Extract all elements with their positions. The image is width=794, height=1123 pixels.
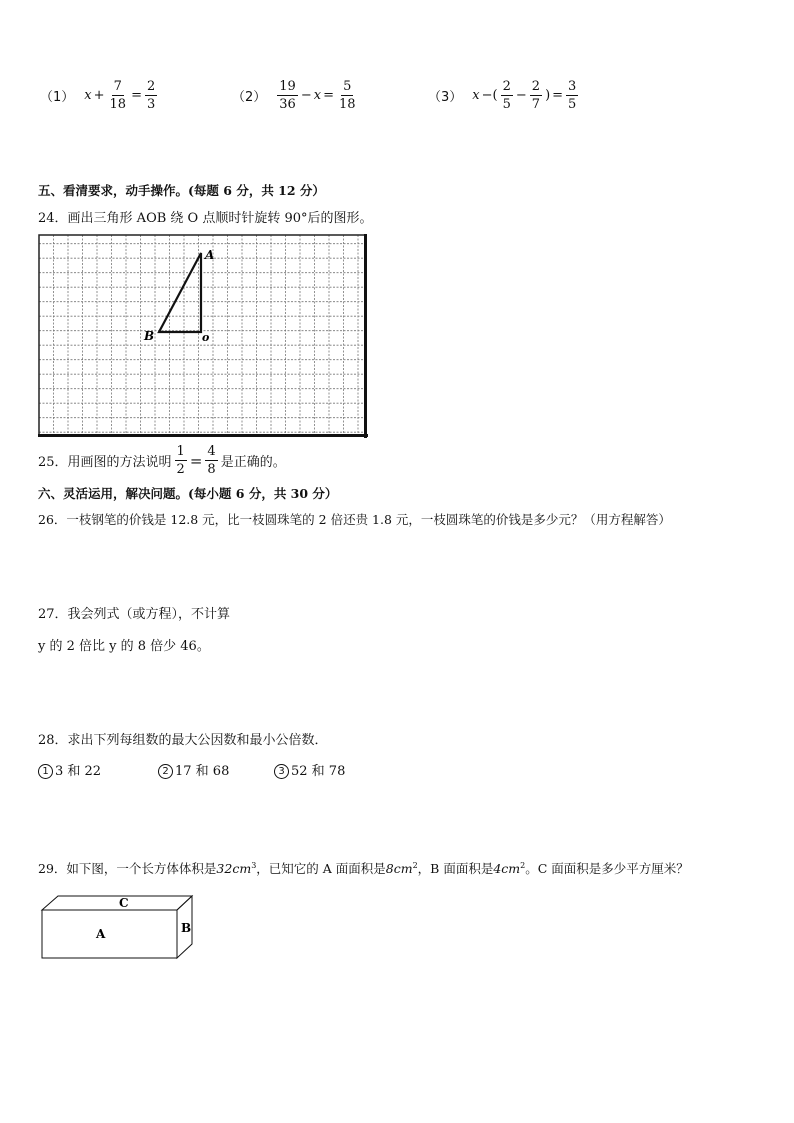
- var-x: x: [313, 88, 322, 103]
- var-x: x: [84, 88, 92, 103]
- equation-2: [232, 80, 359, 111]
- point-a-label: A: [205, 248, 215, 262]
- question-28-item-3: 3 52 和 78: [274, 760, 345, 779]
- operator: −: [300, 88, 312, 103]
- fraction-four-eighths: $\frac{4}{8}$: [207, 444, 216, 477]
- fraction: $\frac{2}{5}$: [502, 79, 511, 112]
- fraction: $\frac{7}{18}$: [109, 79, 127, 112]
- fraction: $\frac{5}{18}$: [338, 79, 356, 112]
- equation-1-label: （1）: [40, 90, 75, 105]
- circled-number-icon: 3: [274, 764, 289, 779]
- circled-number-icon: 2: [158, 764, 173, 779]
- face-a-label: A: [96, 927, 106, 941]
- operator: −(: [481, 88, 498, 103]
- equation-2-label: （2）: [232, 90, 267, 105]
- operator: ): [545, 88, 551, 103]
- question-28: 28．求出下列每组数的最大公因数和最小公倍数．: [38, 733, 328, 748]
- face-c-label: C: [119, 896, 129, 910]
- fraction: $\frac{2}{3}$: [146, 79, 156, 112]
- section-5-title: 五、看清要求，动手操作。(每题 6 分，共 12 分）: [38, 183, 325, 198]
- face-b-label: B: [181, 921, 192, 935]
- section-6-title: 六、灵活运用，解决问题。(每小题 6 分，共 30 分）: [38, 486, 338, 501]
- question-24: 24．画出三角形 AOB 绕 O 点顺时针旋转 90°后的图形。: [38, 211, 373, 226]
- circled-number-icon: 1: [38, 764, 53, 779]
- fraction-half: $\frac{1}{2}$: [176, 444, 185, 477]
- equation-3: [428, 80, 579, 111]
- equation-1: [40, 80, 158, 111]
- operator: =: [131, 88, 142, 103]
- cuboid-top-face: [42, 896, 192, 910]
- var-x: x: [472, 88, 480, 103]
- fraction: $\frac{3}{5}$: [568, 79, 577, 112]
- point-o-label: o: [202, 331, 210, 344]
- point-b-label: B: [144, 329, 155, 343]
- question-28-item-2: 2 17 和 68: [158, 760, 229, 779]
- question-27-line-2: y 的 2 倍比 y 的 8 倍少 46。: [38, 639, 210, 654]
- operator: +: [93, 88, 105, 103]
- operator: −: [515, 88, 527, 103]
- operator: =: [552, 88, 564, 103]
- question-25-prefix: 25．用画图的方法说明: [38, 455, 172, 470]
- fraction: $\frac{2}{7}$: [531, 79, 541, 112]
- triangle-aob: [159, 253, 201, 332]
- cuboid-front-face: [42, 910, 177, 958]
- question-28-item-1: 1 3 和 22: [38, 760, 101, 779]
- question-29: 29．如下图，一个长方体体积是$32cm^3$，已知它的 A 面面积是$8cm^2$，B 面面积是$4cm^2$。C 面面积是多少平方厘米？: [38, 860, 689, 876]
- question-26: 26．一枝钢笔的价钱是 12.8 元，比一枝圆珠笔的 2 倍还贵 1.8 元，一枝圆珠笔的价钱是多少元？（用方程解答）: [38, 512, 671, 527]
- equation-3-label: （3）: [428, 90, 463, 105]
- grid-figure: [38, 234, 368, 438]
- question-25: [38, 445, 286, 476]
- cuboid-figure: [40, 894, 196, 962]
- fraction: $\frac{19}{36}$: [279, 79, 296, 112]
- question-25-suffix: 是正确的。: [220, 455, 286, 470]
- question-27-line-1: 27．我会列式（或方程），不计算: [38, 607, 231, 622]
- operator: =: [323, 88, 334, 103]
- equals-sign: =: [189, 451, 203, 470]
